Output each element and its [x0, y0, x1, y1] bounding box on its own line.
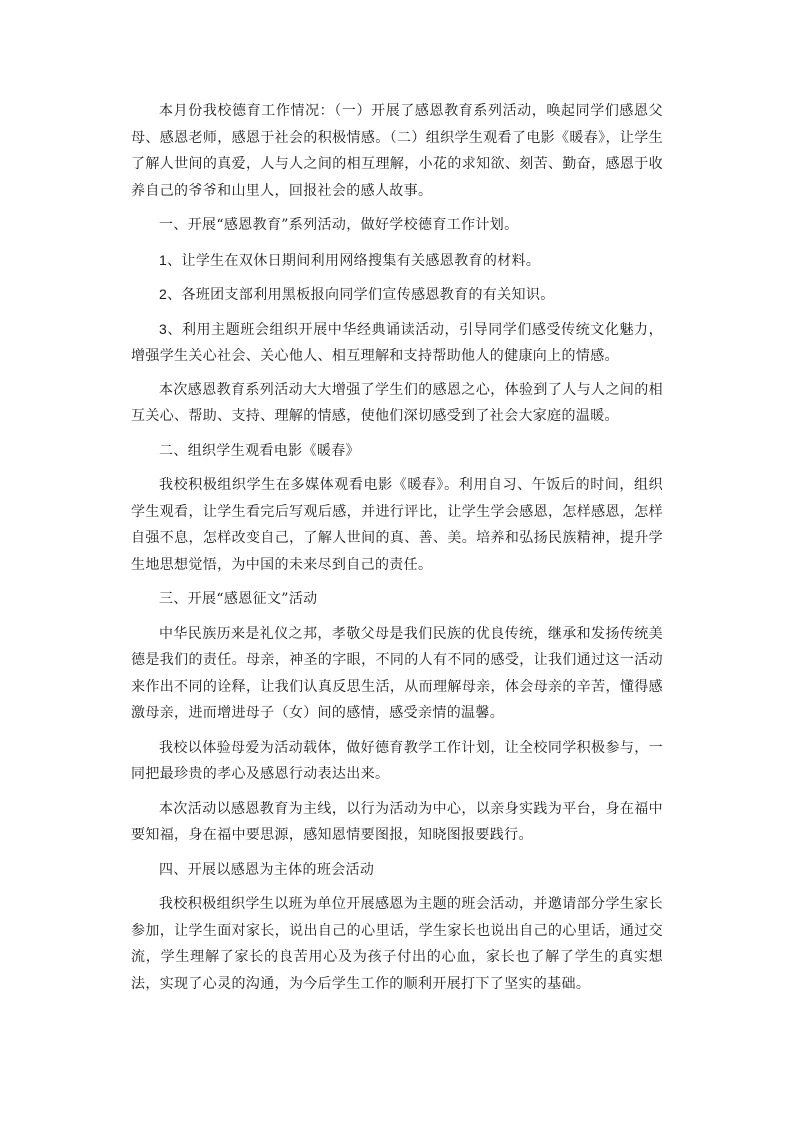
list-item-3: 3、利用主题班会组织开展中华经典诵读活动，引导同学们感受传统文化魅力，增强学生关心社会、关心他人、相互理解和支持帮助他人的健康向上的情感。: [131, 320, 663, 363]
section-3-paragraph-2: 我校以体验母爱为活动载体，做好德育教学工作计划，让全校同学积极参与，一同把最珍贵的孝心及感恩行动表达出来。: [131, 739, 663, 782]
list-item-1: 1、让学生在双休日期间利用网络搜集有关感恩教育的材料。: [159, 251, 541, 268]
section-3-paragraph-3: 本次活动以感恩教育为主线，以行为活动为中心，以亲身实践为平台，身在福中要知福，身在福中要思源，感知恩情要图报，知晓图报要践行。: [131, 800, 663, 843]
list-item-2: 2、各班团支部利用黑板报向同学们宣传感恩教育的有关知识。: [159, 286, 555, 302]
section-heading-4: 四、开展以感恩为主体的班会活动: [159, 861, 375, 878]
document-page: [131, 98, 663, 1005]
section-1-summary-paragraph: 本次感恩教育系列活动大大增强了学生们的感恩之心，体验到了人与人之间的相互关心、帮助、支持、理解的情感，使他们深切感受到了社会大家庭的温暖。: [131, 381, 663, 424]
section-heading-3: 三、开展“感恩征文”活动: [159, 591, 318, 607]
intro-paragraph: 本月份我校德育工作情况：（一）开展了感恩教育系列活动，唤起同学们感恩父母、感恩老师，感恩于社会的积极情感。（二）组织学生观看了电影《暖春》，让学生了解人世间的真爱，人与人之间的相互理解，小花的求知欲、刻苦、勤奋，感恩于收养自己的爷爷和山里人，回报社会的感人故事。: [131, 103, 663, 199]
section-heading-1: 一、开展“感恩教育”系列活动，做好学校德育工作计划。: [159, 217, 519, 233]
section-4-paragraph: 我校积极组织学生以班为单位开展感恩为主题的班会活动，并邀请部分学生家长参加，让学生面对家长，说出自己的心里话，学生家长也说出自己的心里话，通过交流，学生理解了家长的良苦用心及为孩子付出的心血，家长也了解了学生的真实想法，实现了心灵的沟通，为今后学生工作的顺利开展打下了坚实的基础。: [131, 896, 663, 992]
section-heading-2: 二、组织学生观看电影《暖春》: [159, 442, 360, 459]
section-2-paragraph: 我校积极组织学生在多媒体观看电影《暖春》。利用自习、午饭后的时间，组织学生观看，让学生看完后写观后感，并进行评比，让学生学会感恩，怎样感恩，怎样自强不息，怎样改变自己，了解人世间的真、善、美。培养和弘扬民族精神，提升学生地思想觉悟，为中国的未来尽到自己的责任。: [131, 477, 663, 573]
section-3-paragraph-1: 中华民族历来是礼仪之邦，孝敬父母是我们民族的优良传统，继承和发扬传统美德是我们的责任。母亲，神圣的字眼，不同的人有不同的感受，让我们通过这一活动来作出不同的诠释，让我们认真反思生活，从而理解母亲，体会母亲的辛苦，懂得感激母亲，进而增进母子（女）间的感情，感受亲情的温馨。: [131, 625, 663, 721]
